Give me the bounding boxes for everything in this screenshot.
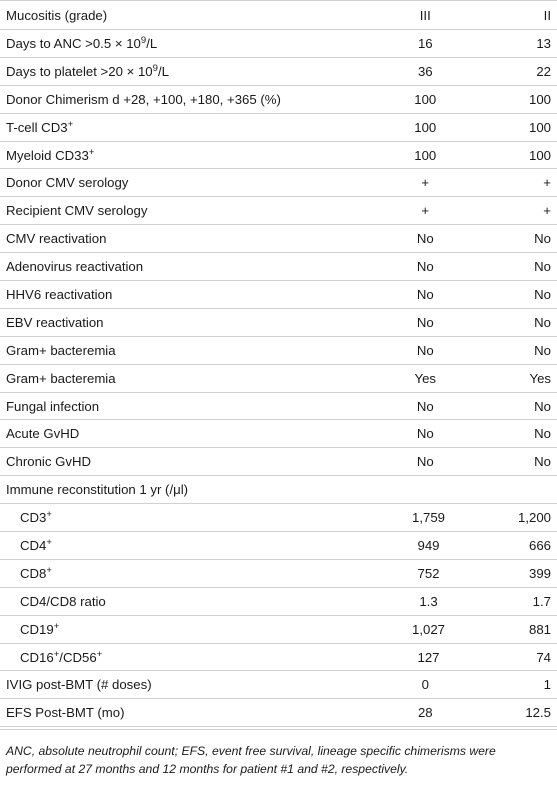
row-label: Days to platelet $>20 \times 10^9/L$ — [6, 62, 169, 79]
row-label: IVIG post-BMT (# doses) — [6, 677, 152, 693]
row-label: CD3+ — [20, 508, 52, 526]
table-row — [0, 504, 557, 532]
patient-1-value: No — [416, 314, 434, 330]
patient-1-value: 36 — [417, 63, 433, 79]
table-row — [0, 616, 557, 644]
patient-1-value: 1.3 — [419, 593, 438, 609]
patient-1-value: 0 — [421, 677, 429, 693]
patient-1-value: 752 — [417, 565, 440, 581]
patient-2-value: No — [534, 314, 551, 330]
patient-1-value: + — [421, 203, 430, 219]
table-row — [0, 30, 557, 58]
section-header-row — [0, 476, 557, 504]
row-label: Recipient CMV serology — [6, 203, 148, 219]
patient-1-value: No — [416, 398, 434, 414]
patient-1-value: 100 — [414, 91, 437, 107]
table-row — [0, 393, 557, 421]
row-label: Days to ANC $>0.5 \times 10^9/L$ — [6, 34, 158, 51]
patient-1-value: 16 — [417, 35, 433, 51]
table-row — [0, 86, 557, 114]
patient-1-value: 127 — [417, 649, 440, 665]
table-row — [0, 169, 557, 197]
patient-1-value: 100 — [414, 147, 437, 163]
patient-1-value: 100 — [414, 119, 437, 135]
row-label: Chronic GvHD — [6, 454, 92, 470]
patient-1-value: No — [416, 286, 434, 302]
patient-2-value: 22 — [536, 63, 551, 79]
patient-1-value: No — [416, 454, 434, 470]
table-row — [0, 114, 557, 142]
row-label: T-cell CD3+ — [6, 118, 74, 135]
row-label: CD4/CD8 ratio — [20, 593, 106, 609]
table-row — [0, 197, 557, 225]
table-row — [0, 309, 557, 337]
patient-1-value: No — [416, 426, 434, 442]
row-label: Gram+ bacteremia — [6, 370, 116, 386]
patient-2-value: No — [534, 231, 551, 247]
patient-2-value: 666 — [528, 537, 551, 553]
patient-1-value: No — [416, 231, 434, 247]
row-label: Donor Chimerism d +28, +100, +180, +365 (%) — [6, 91, 281, 107]
section-label: Immune reconstitution 1 yr (/μl) — [6, 482, 189, 498]
table-row — [0, 58, 557, 86]
patient-2-value: 100 — [528, 119, 551, 135]
patient-1-value: 28 — [417, 705, 433, 721]
row-label: CD4+ — [20, 536, 52, 553]
patient-1-value: + — [421, 175, 430, 191]
patient-2-value: 100 — [528, 147, 551, 163]
row-label: CD8+ — [20, 564, 52, 581]
table-row — [0, 448, 557, 476]
row-label: CD19+ — [20, 620, 60, 637]
row-label: CMV reactivation — [6, 231, 107, 247]
patient-1-value: 1,027 — [411, 621, 445, 637]
patient-2-value: + — [543, 175, 551, 191]
row-label: EBV reactivation — [6, 314, 104, 330]
table-row — [0, 365, 557, 393]
patient-1-value: No — [416, 342, 434, 358]
row-label: Adenovirus reactivation — [6, 259, 144, 275]
table-row — [0, 699, 557, 727]
row-label: Donor CMV serology — [6, 175, 129, 191]
patient-2-value: 12.5 — [525, 705, 551, 721]
patient-2-value: 13 — [536, 35, 551, 51]
patient-2-value: No — [534, 398, 551, 414]
table-row — [0, 644, 557, 672]
patient-2-value: No — [534, 259, 551, 275]
table-row — [0, 560, 557, 588]
patient-2-value: 1 — [543, 677, 551, 693]
patient-2-value: No — [534, 342, 551, 358]
patient-2-value: 100 — [528, 91, 551, 107]
patient-1-value: 1,759 — [411, 510, 445, 526]
table-row — [0, 225, 557, 253]
patient-1-value: No — [416, 259, 434, 275]
patient-2-value: No — [534, 426, 551, 442]
patient-2-value: 399 — [528, 565, 551, 581]
patient-2-value: No — [534, 454, 551, 470]
patient-2-value: 881 — [528, 621, 551, 637]
row-label: CD16+/CD56+ — [20, 648, 103, 665]
table-row — [0, 671, 557, 699]
row-label: HHV6 reactivation — [6, 286, 113, 302]
patient-2-value: II — [543, 7, 551, 23]
table-row — [0, 420, 557, 448]
patient-2-value: No — [534, 286, 551, 302]
row-label: Acute GvHD — [6, 426, 80, 442]
table-row — [0, 337, 557, 365]
patient-2-value: + — [543, 203, 551, 219]
row-label: Gram+ bacteremia — [6, 342, 116, 358]
table-row — [0, 142, 557, 170]
patient-2-value: Yes — [529, 370, 551, 386]
row-label: EFS Post-BMT (mo) — [6, 705, 125, 721]
table-row — [0, 253, 557, 281]
row-label: Fungal infection — [6, 398, 100, 414]
patient-1-value: Yes — [414, 370, 437, 386]
patient-1-value: III — [419, 7, 431, 23]
patient-2-value: 1.7 — [532, 593, 551, 609]
table-row — [0, 281, 557, 309]
row-label: Myeloid CD33+ — [6, 146, 95, 163]
row-label: Mucositis (grade) — [6, 7, 108, 23]
table-row — [0, 532, 557, 560]
table-row — [0, 0, 557, 30]
table-footnote: ANC, absolute neutrophil count; EFS, event free survival, lineage specific chimerisms were performed at 27 months and 12 months for patient #1 and #2, respectively. — [0, 729, 557, 778]
patient-1-value: 949 — [417, 537, 440, 553]
patient-2-value: 74 — [536, 649, 551, 665]
patient-2-value: 1,200 — [517, 510, 551, 526]
table-row — [0, 588, 557, 616]
